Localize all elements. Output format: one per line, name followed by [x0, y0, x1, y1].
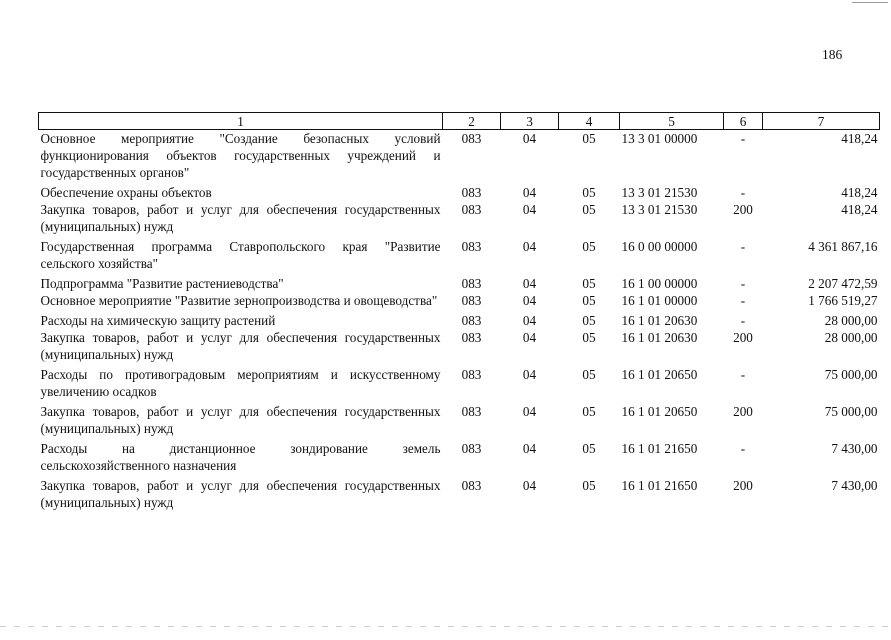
table-row	[39, 477, 880, 511]
row-col-2: 083	[461, 313, 482, 328]
row-col-7: 418,24	[841, 202, 878, 217]
row-name: Подпрограмма "Развитие растениеводства"	[40, 276, 284, 291]
row-name: Закупка товаров, работ и услуг для обеспечения государственных (муниципальных) нужд	[40, 404, 441, 436]
row-name: Закупка товаров, работ и услуг для обеспечения государственных (муниципальных) нужд	[40, 330, 441, 362]
row-col-5: 16 1 01 20650	[621, 404, 698, 419]
row-col-3: 04	[522, 313, 537, 328]
row-col-3: 04	[522, 404, 537, 419]
row-col-3: 04	[522, 276, 537, 291]
table-row	[39, 312, 880, 329]
row-col-5: 16 1 01 20650	[621, 367, 698, 382]
row-col-7: 75 000,00	[824, 367, 878, 382]
row-col-7: 75 000,00	[824, 404, 878, 419]
table-row	[39, 130, 880, 185]
row-col-7: 418,24	[841, 185, 878, 200]
row-col-2: 083	[461, 441, 482, 456]
row-col-2: 083	[461, 293, 482, 308]
row-col-5: 13 3 01 00000	[621, 131, 698, 146]
header-col-4: 4	[559, 113, 620, 130]
row-col-2: 083	[461, 202, 482, 217]
row-col-4: 05	[582, 478, 596, 493]
table-row	[39, 366, 880, 403]
row-col-5: 16 1 01 21650	[621, 441, 698, 456]
row-col-3: 04	[522, 131, 537, 146]
row-col-7: 7 430,00	[831, 478, 878, 493]
row-col-6: 200	[733, 330, 753, 345]
row-col-3: 04	[522, 239, 537, 254]
row-col-6: -	[740, 313, 746, 328]
budget-table	[38, 112, 880, 511]
row-col-4: 05	[582, 330, 596, 345]
row-col-6: -	[740, 293, 746, 308]
header-col-6: 6	[724, 113, 763, 130]
row-col-2: 083	[461, 185, 482, 200]
header-col-3: 3	[501, 113, 559, 130]
row-col-2: 083	[461, 131, 482, 146]
row-col-7: 1 766 519,27	[808, 293, 878, 308]
table-row	[39, 201, 880, 238]
table-row	[39, 275, 880, 292]
table-row	[39, 292, 880, 312]
scan-edge-mark	[852, 2, 888, 3]
row-name: Обеспечение охраны объектов	[40, 185, 212, 200]
row-col-3: 04	[522, 293, 537, 308]
row-col-6: -	[740, 441, 746, 456]
row-col-5: 16 1 01 20630	[621, 313, 698, 328]
row-col-6: -	[740, 131, 746, 146]
row-name: Закупка товаров, работ и услуг для обеспечения государственных (муниципальных) нужд	[40, 478, 441, 510]
row-col-4: 05	[582, 185, 596, 200]
row-col-7: 2 207 472,59	[808, 276, 878, 291]
row-col-5: 16 1 01 00000	[621, 293, 698, 308]
table-row	[39, 184, 880, 201]
header-col-2: 2	[443, 113, 501, 130]
row-col-3: 04	[522, 478, 537, 493]
row-col-4: 05	[582, 239, 596, 254]
header-col-7: 7	[763, 113, 880, 130]
row-col-4: 05	[582, 313, 596, 328]
row-col-4: 05	[582, 276, 596, 291]
row-name: Основное мероприятие "Развитие зернопроизводства и овощеводства"	[40, 293, 438, 308]
row-col-6: -	[740, 276, 746, 291]
row-col-7: 28 000,00	[824, 330, 878, 345]
header-col-5: 5	[620, 113, 724, 130]
row-col-4: 05	[582, 404, 596, 419]
scan-edge-mark	[0, 626, 891, 627]
row-col-3: 04	[522, 367, 537, 382]
row-col-7: 418,24	[841, 131, 878, 146]
row-col-2: 083	[461, 404, 482, 419]
row-col-3: 04	[522, 441, 537, 456]
row-col-6: 200	[733, 202, 753, 217]
table-row	[39, 329, 880, 366]
row-col-4: 05	[582, 131, 596, 146]
row-col-4: 05	[582, 293, 596, 308]
row-col-6: -	[740, 367, 746, 382]
row-col-2: 083	[461, 330, 482, 345]
row-name: Закупка товаров, работ и услуг для обеспечения государственных (муниципальных) нужд	[40, 202, 441, 234]
row-col-4: 05	[582, 202, 596, 217]
row-col-5: 16 1 00 00000	[621, 276, 698, 291]
row-col-6: 200	[733, 404, 753, 419]
row-col-4: 05	[582, 367, 596, 382]
row-col-2: 083	[461, 367, 482, 382]
row-col-2: 083	[461, 276, 482, 291]
page-number: 186	[822, 47, 843, 62]
row-col-5: 16 0 00 00000	[621, 239, 698, 254]
table-row	[39, 403, 880, 440]
table-row	[39, 440, 880, 477]
row-col-7: 28 000,00	[824, 313, 878, 328]
header-col-1: 1	[39, 113, 443, 130]
row-col-4: 05	[582, 441, 596, 456]
row-col-3: 04	[522, 202, 537, 217]
row-col-3: 04	[522, 330, 537, 345]
row-col-2: 083	[461, 239, 482, 254]
row-col-2: 083	[461, 478, 482, 493]
row-name: Расходы на химическую защиту растений	[40, 313, 276, 328]
row-col-7: 4 361 867,16	[808, 239, 878, 254]
header-row	[39, 113, 880, 130]
row-col-6: 200	[733, 478, 753, 493]
row-col-5: 13 3 01 21530	[621, 202, 698, 217]
row-col-5: 16 1 01 21650	[621, 478, 698, 493]
row-name: Государственная программа Ставропольского края "Развитие сельского хозяйства"	[40, 239, 441, 271]
table-row	[39, 238, 880, 275]
row-col-6: -	[740, 239, 746, 254]
row-col-5: 13 3 01 21530	[621, 185, 698, 200]
row-name: Расходы на дистанционное зондирование земель сельскохозяйственного назначения	[40, 441, 441, 473]
row-col-3: 04	[522, 185, 537, 200]
row-col-5: 16 1 01 20630	[621, 330, 698, 345]
row-name: Основное мероприятие "Создание безопасных условий функционирования объектов государственных учреждений и государственных органов"	[40, 131, 441, 180]
row-name: Расходы по противоградовым мероприятиям и искусственному увеличению осадков	[40, 367, 441, 399]
row-col-6: -	[740, 185, 746, 200]
row-col-7: 7 430,00	[831, 441, 878, 456]
